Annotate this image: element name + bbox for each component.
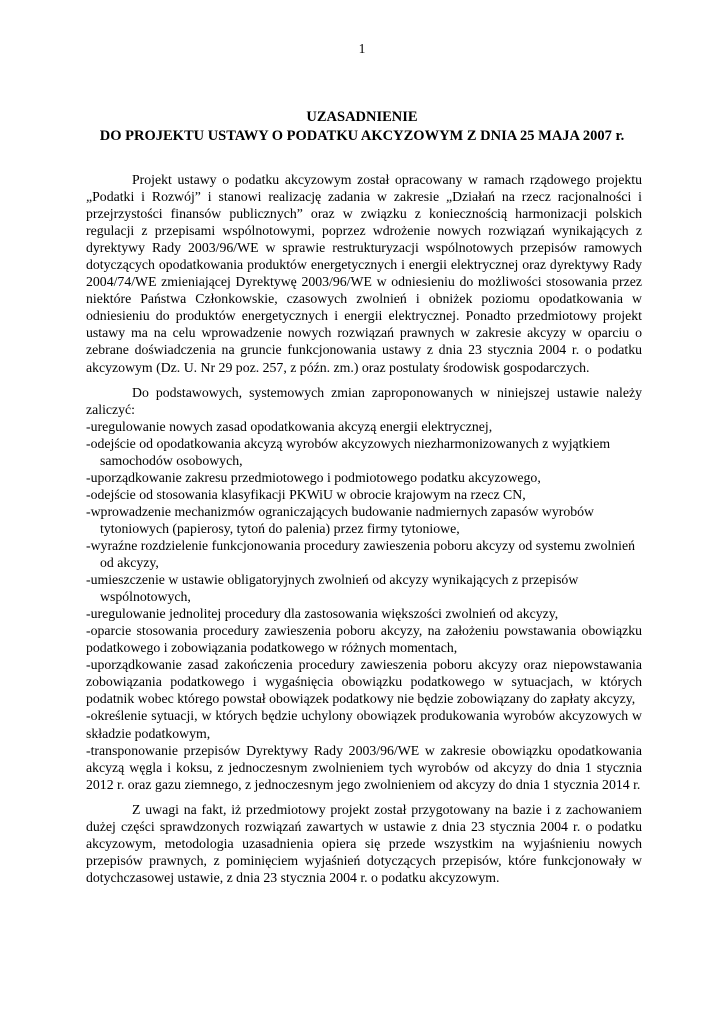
list-item: -odejście od opodatkowania akcyzą wyrobów akcyzowych niezharmonizowanych z wyjątkiem samochodów osobowych, xyxy=(86,435,611,468)
page-number: 1 xyxy=(358,41,366,56)
list-item: -oparcie stosowania procedury zawieszenia poboru akcyzy, na założeniu powstawania obowiązku podatkowego i zobowiązania podatkowego w różnych momentach, xyxy=(86,623,642,656)
document-body xyxy=(86,171,642,894)
list-item: -określenie sytuacji, w których będzie uchylony obowiązek produkowania wyrobów akcyzowych w składzie podatkowym, xyxy=(86,708,642,741)
methodology-paragraph: Z uwagi na fakt, iż przedmiotowy projekt został przygotowany na bazie i z zachowaniem dużej części sprawdzonych rozwiązań zawartych w ustawie z dnia 23 stycznia 2004 r. o podatku akcyzowym, metodologia uzasadnienia opiera się przede wszystkim na wyjaśnieniu nowych przepisów prawnych, z pominięciem wyjaśnień dotyczących przepisów, które funkcjonowały w dotychczasowej ustawie, z dnia 23 stycznia 2004 r. o podatku akcyzowym. xyxy=(86,801,642,885)
changes-list xyxy=(86,418,642,793)
list-item: -uregulowanie jednolitej procedury dla zastosowania większości zwolnień od akcyzy, xyxy=(86,606,559,622)
list-item: -uporządkowanie zasad zakończenia procedury zawieszenia poboru akcyzy oraz niepowstawania zobowiązania podatkowego i wygaśnięcia obowiązku podatkowego w sytuacjach, w których podatnik wobec którego powstał obowiązek podatkowy nie będzie zobowiązany do zapłaty akcyzy, xyxy=(86,657,642,707)
list-item: -wyraźne rozdzielenie funkcjonowania procedury zawieszenia poboru akcyzy od systemu zwolnień od akcyzy, xyxy=(86,537,635,571)
list-item: -uregulowanie nowych zasad opodatkowania akcyzą energii elektrycznej, xyxy=(86,418,493,434)
list-item: -transponowanie przepisów Dyrektywy Rady 2003/96/WE w zakresie obowiązku opodatkowania akcyzą węgla i koksu, z jednoczesnym zwolnieniem tych wyrobów od akcyzy do dnia 1 stycznia 2012 r. oraz gazu ziemnego, z jednoczesnym jego zwolnieniem od akcyzy do dnia 1 stycznia 2014 r. xyxy=(86,742,642,792)
changes-intro-paragraph: Do podstawowych, systemowych zmian zaproponowanych w niniejszej ustawie należy zaliczyć: xyxy=(86,384,642,417)
document-subtitle: DO PROJEKTU USTAWY O PODATKU AKCYZOWYM Z DNIA 25 MAJA 2007 r. xyxy=(99,128,625,144)
intro-paragraph: Projekt ustawy o podatku akcyzowym został opracowany w ramach rządowego projektu „Podatki i Rozwój” i stanowi realizację zadania w zakresie „Działań na rzecz racjonalności i przejrzystości finansów publicznych” oraz w związku z koniecznością harmonizacji polskich regulacji z przepisami wspólnotowymi, poprzez wdrożenie nowych rozwiązań wynikających z dyrektywy Rady 2003/96/WE w sprawie restrukturyzacji wspólnotowych przepisów ramowych dotyczących opodatkowania produktów energetycznych i energii elektrycznej oraz dyrektywy Rady 2004/74/WE zmieniającej Dyrektywę 2003/96/WE w odniesieniu do możliwości stosowania przez niektóre Państwa Członkowskie, czasowych zwolnień i obniżek poziomu opodatkowania w odniesieniu do produktów energetycznych i energii elektrycznej. Ponadto przedmiotowy projekt ustawy ma na celu wprowadzenie nowych rozwiązań prawnych w zakresie akcyzy w oparciu o zebrane doświadczenia na gruncie funkcjonowania ustawy z dnia 23 stycznia 2004 r. o podatku akcyzowym (Dz. U. Nr 29 poz. 257, z późn. zm.) oraz postulaty środowisk gospodarczych. xyxy=(86,172,642,375)
list-item: -odejście od stosowania klasyfikacji PKWiU w obrocie krajowym na rzecz CN, xyxy=(86,486,526,502)
list-item: -uporządkowanie zakresu przedmiotowego i podmiotowego podatku akcyzowego, xyxy=(86,469,541,485)
document-title: UZASADNIENIE xyxy=(306,109,418,125)
list-item: -wprowadzenie mechanizmów ograniczających budowanie nadmiernych zapasów wyrobów tytoniowych (papierosy, tytoń do palenia) przez firmy tytoniowe, xyxy=(86,503,594,536)
list-item: -umieszczenie w ustawie obligatoryjnych zwolnień od akcyzy wynikających z przepisów wspólnotowych, xyxy=(86,572,579,605)
